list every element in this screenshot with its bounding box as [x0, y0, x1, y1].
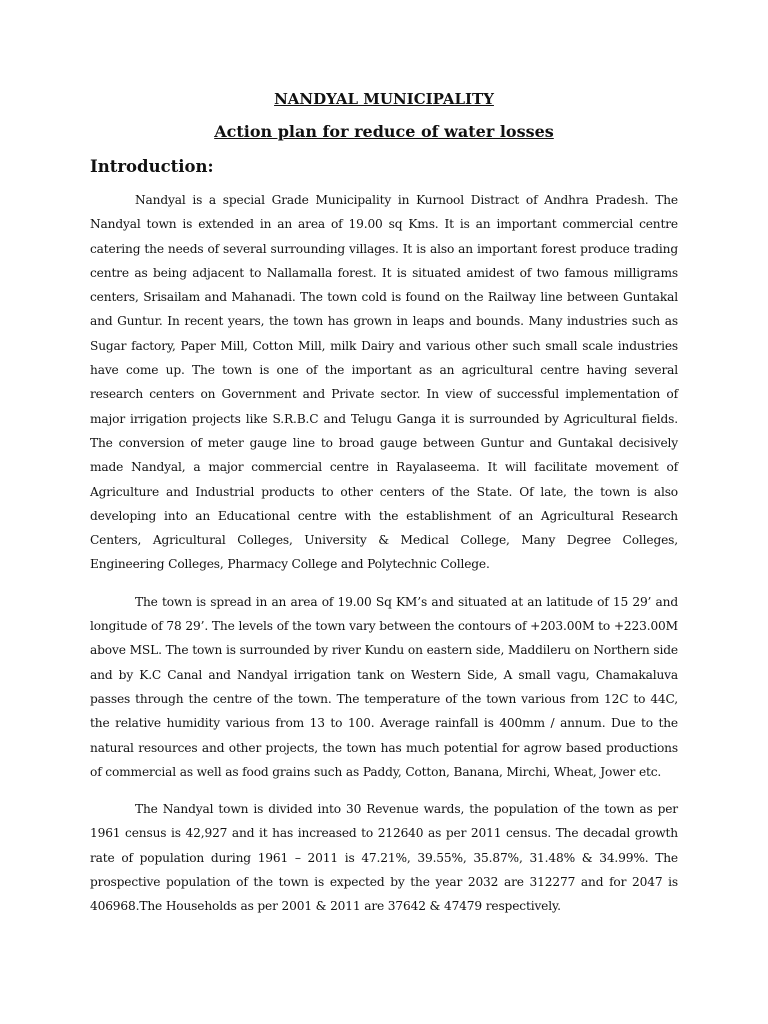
paragraph-2: The town is spread in an area of 19.00 Sq KM’s and situated at an latitude of 15 29’ and longitude of 78 29’. The levels of the town vary between the contours of +203.00M to +223.00M above MSL. The town is surrounded by river Kundu on eastern side, Maddileru on Northern side and by K.C Canal and Nandyal irrigation tank on Western Side, A small vagu, Chamakaluva passes through the centre of the town. The temperature of the town various from 12C to 44C, the relative humidity various from 13 to 100. Average rainfall is 400mm / annum. Due to the natural resources and other projects, the town has much potential for agrow based productions of commercial as well as food grains such as Paddy, Cotton, Banana, Mirchi, Wheat, Jower etc.: [90, 594, 678, 779]
section-heading-introduction: Introduction:: [90, 157, 214, 176]
document-title: NANDYAL MUNICIPALITY: [274, 90, 494, 108]
document-subtitle: Action plan for reduce of water losses: [214, 122, 554, 141]
paragraph-1: Nandyal is a special Grade Municipality in Kurnool Distract of Andhra Pradesh. The Nandyal town is extended in an area of 19.00 sq Kms. It is an important commercial centre catering the needs of several surrounding villages. It is also an important forest produce trading centre as being adjacent to Nallamalla forest. It is situated amidest of two famous milligrams centers, Srisailam and Mahanadi. The town cold is found on the Railway line between Guntakal and Guntur. In recent years, the town has grown in leaps and bounds. Many industries such as Sugar factory, Paper Mill, Cotton Mill, milk Dairy and various other such small scale industries have come up. The town is one of the important as an agricultural centre having several research centers on Government and Private sector. In view of successful implementation of major irrigation projects like S.R.B.C and Telugu Ganga it is surrounded by Agricultural fields. The conversion of meter gauge line to broad gauge between Guntur and Guntakal decisively made Nandyal, a major commercial centre in Rayalaseema. It will facilitate movement of Agriculture and Industrial products to other centers of the State. Of late, the town is also developing into an Educational centre with the establishment of an Agricultural Research Centers, Agricultural Colleges, University & Medical College, Many Degree Colleges, Engineering Colleges, Pharmacy College and Polytechnic College.: [90, 193, 678, 572]
paragraph-3: The Nandyal town is divided into 30 Revenue wards, the population of the town as per 1961 census is 42,927 and it has increased to 212640 as per 2011 census. The decadal growth rate of population during 1961 – 2011 is 47.21%, 39.55%, 35.87%, 31.48% & 34.99%. The prospective population of the town is expected by the year 2032 are 312277 and for 2047 is 406968.The Households as per 2001 & 2011 are 37642 & 47479 respectively.: [90, 802, 678, 914]
